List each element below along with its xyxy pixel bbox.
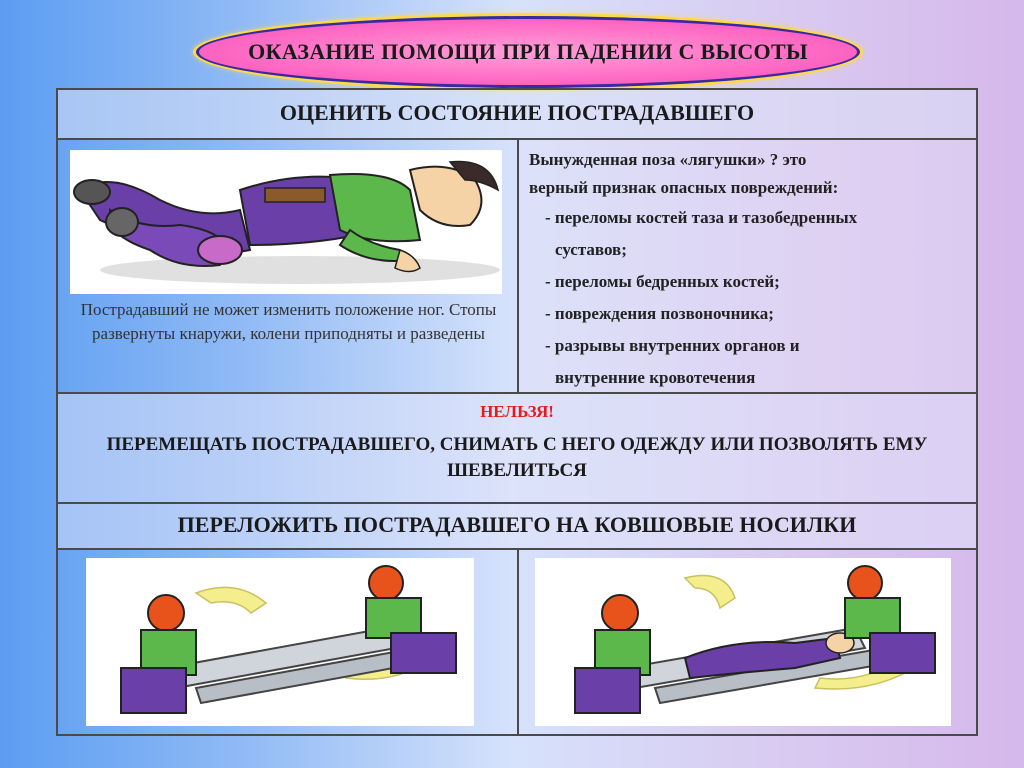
- stretcher-step-1-cell: [58, 550, 519, 734]
- stretcher-step-2-illustration: [535, 558, 951, 726]
- assess-content-row: [58, 140, 976, 394]
- warning-text: ПЕРЕМЕЩАТЬ ПОСТРАДАВШЕГО, СНИМАТЬ С НЕГО ОДЕЖДУ ИЛИ ПОЗВОЛЯТЬ ЕМУ ШЕВЕЛИТЬСЯ: [106, 434, 928, 481]
- warning-row: [58, 394, 976, 504]
- frog-pose-cell: [58, 140, 519, 392]
- slide-title-banner: [196, 16, 860, 88]
- rescuers-lift-victim-drawing: [535, 558, 951, 726]
- stretcher-images-row: [58, 550, 976, 734]
- stretcher-step-1-illustration: [86, 558, 474, 726]
- list-item: - переломы костей таза и тазобедренных: [545, 208, 858, 227]
- transfer-heading: ПЕРЕЛОЖИТЬ ПОСТРАДАВШЕГО НА КОВШОВЫЕ НОСИЛКИ: [177, 512, 857, 537]
- transfer-heading-row: [58, 504, 976, 550]
- list-item: - переломы бедренных костей;: [545, 272, 780, 291]
- injured-person-drawing: [70, 150, 502, 294]
- slide-title: ОКАЗАНИЕ ПОМОЩИ ПРИ ПАДЕНИИ С ВЫСОТЫ: [248, 39, 808, 64]
- assess-heading-row: [58, 90, 976, 140]
- list-intro-line-2: верный признак опасных повреждений:: [529, 178, 839, 197]
- list-intro-line-1: Вынужденная поза «лягушки» ? это: [529, 150, 807, 169]
- list-item: суставов;: [555, 240, 627, 259]
- list-item: - разрывы внутренних органов и: [545, 336, 800, 355]
- danger-signs-cell: [519, 140, 976, 392]
- danger-signs-list: [529, 146, 966, 394]
- list-item: - повреждения позвоночника;: [545, 304, 774, 323]
- frog-pose-illustration: [70, 150, 502, 294]
- assess-heading: ОЦЕНИТЬ СОСТОЯНИЕ ПОСТРАДАВШЕГО: [279, 100, 755, 125]
- warning-label: НЕЛЬЗЯ!: [480, 402, 554, 421]
- content-table: [56, 88, 978, 736]
- stretcher-step-2-cell: [519, 550, 976, 734]
- frog-pose-caption: Пострадавший не может изменить положение ног. Стопы развернуты кнаружи, колени приподняты и разведены: [80, 300, 497, 343]
- list-item: внутренние кровотечения: [555, 368, 756, 387]
- rescuers-empty-stretcher-drawing: [86, 558, 474, 726]
